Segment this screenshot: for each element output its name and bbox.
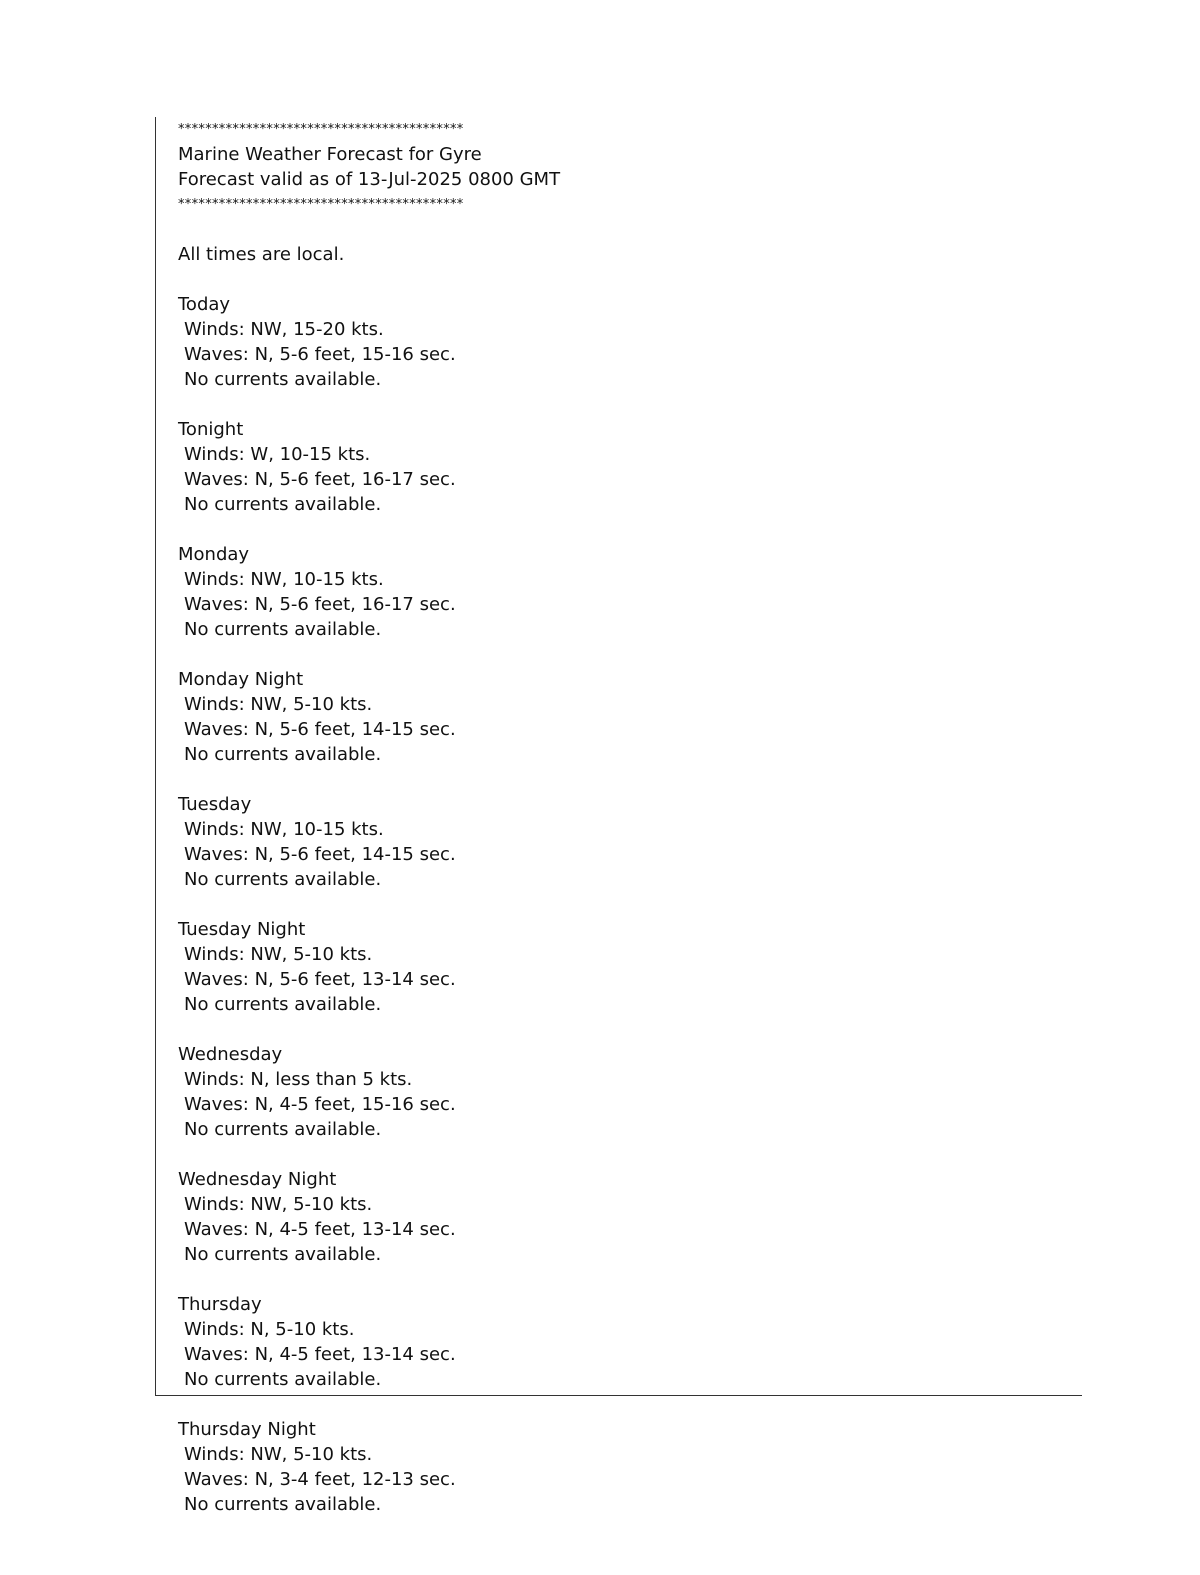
period-name: Thursday Night [178,1419,316,1440]
spacer [178,392,560,417]
period-waves: Waves: N, 4-5 feet, 15-16 sec. [184,1094,456,1115]
forecast-title: Marine Weather Forecast for Gyre [178,144,482,165]
forecast-period [178,1042,560,1167]
period-name: Tonight [178,419,244,440]
period-waves: Waves: N, 5-6 feet, 13-14 sec. [184,969,456,990]
period-currents: No currents available. [184,1494,382,1515]
period-waves: Waves: N, 5-6 feet, 16-17 sec. [184,469,456,490]
spacer [178,892,560,917]
period-currents: No currents available. [184,369,382,390]
period-winds: Winds: NW, 5-10 kts. [184,944,373,965]
period-name: Monday Night [178,669,304,690]
period-waves: Waves: N, 5-6 feet, 14-15 sec. [184,719,456,740]
forecast-period [178,542,560,667]
period-name: Thursday [178,1294,262,1315]
spacer [178,217,560,242]
period-name: Tuesday [178,794,252,815]
forecast-period [178,917,560,1042]
spacer [178,767,560,792]
time-note: All times are local. [178,244,345,265]
period-winds: Winds: W, 10-15 kts. [184,444,371,465]
spacer [178,1392,560,1417]
period-waves: Waves: N, 4-5 feet, 13-14 sec. [184,1219,456,1240]
period-currents: No currents available. [184,619,382,640]
forecast-period [178,1167,560,1292]
forecast-document [178,117,560,1517]
period-name: Wednesday Night [178,1169,337,1190]
header-stars-top: ****************************************** [178,122,464,137]
spacer [178,267,560,292]
period-name: Today [178,294,231,315]
period-currents: No currents available. [184,1369,382,1390]
forecast-period [178,792,560,917]
period-currents: No currents available. [184,1244,382,1265]
period-winds: Winds: NW, 5-10 kts. [184,694,373,715]
period-waves: Waves: N, 5-6 feet, 15-16 sec. [184,344,456,365]
forecast-period [178,292,560,417]
period-currents: No currents available. [184,744,382,765]
period-waves: Waves: N, 5-6 feet, 16-17 sec. [184,594,456,615]
period-winds: Winds: NW, 15-20 kts. [184,319,384,340]
spacer [178,642,560,667]
forecast-period [178,1417,560,1517]
spacer [178,1267,560,1292]
period-waves: Waves: N, 5-6 feet, 14-15 sec. [184,844,456,865]
period-winds: Winds: NW, 10-15 kts. [184,569,384,590]
period-currents: No currents available. [184,1119,382,1140]
forecast-valid-time: Forecast valid as of 13-Jul-2025 0800 GMT [178,169,561,190]
forecast-period [178,417,560,542]
forecast-period [178,1292,560,1417]
header-stars-bottom: ****************************************** [178,197,464,212]
period-winds: Winds: NW, 5-10 kts. [184,1444,373,1465]
period-waves: Waves: N, 3-4 feet, 12-13 sec. [184,1469,456,1490]
period-winds: Winds: NW, 10-15 kts. [184,819,384,840]
forecast-period [178,667,560,792]
period-name: Monday [178,544,250,565]
period-winds: Winds: N, less than 5 kts. [184,1069,413,1090]
period-winds: Winds: NW, 5-10 kts. [184,1194,373,1215]
period-currents: No currents available. [184,494,382,515]
period-currents: No currents available. [184,994,382,1015]
spacer [178,1017,560,1042]
period-name: Wednesday [178,1044,283,1065]
period-waves: Waves: N, 4-5 feet, 13-14 sec. [184,1344,456,1365]
frame-left-border [155,117,156,1396]
period-name: Tuesday Night [178,919,306,940]
spacer [178,1142,560,1167]
spacer [178,517,560,542]
period-winds: Winds: N, 5-10 kts. [184,1319,355,1340]
period-currents: No currents available. [184,869,382,890]
